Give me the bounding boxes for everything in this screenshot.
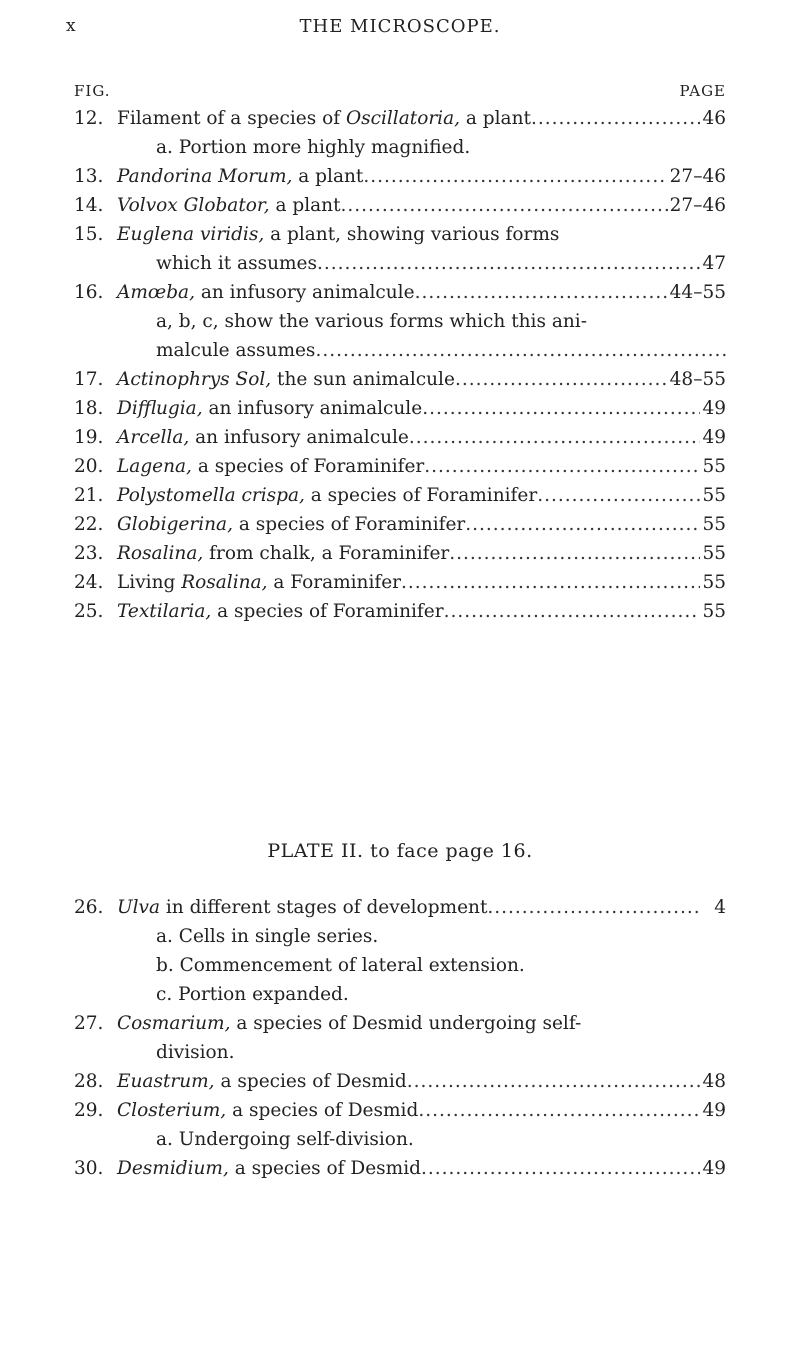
leader-dots [407, 1067, 701, 1096]
page-column-heading: PAGE [679, 82, 726, 100]
leader-dots [444, 597, 701, 626]
figure-entry [74, 394, 726, 423]
figure-caption [117, 568, 401, 597]
figure-caption [156, 336, 315, 365]
caption-text: Filament of a species of [117, 108, 346, 129]
figure-number: 28. [74, 1071, 104, 1092]
leader-dots [424, 452, 700, 481]
figure-entry [74, 1067, 726, 1096]
figure-number: 23. [74, 543, 104, 564]
caption-text: an infusory animalcule [189, 427, 409, 448]
caption-text: from chalk, a Foraminifer [203, 543, 450, 564]
figure-number: 21. [74, 485, 104, 506]
figure-number: 16. [74, 282, 104, 303]
leader-dots [415, 278, 668, 307]
figure-entry [74, 510, 726, 539]
figure-entry [74, 568, 726, 597]
figure-entry [74, 1038, 726, 1067]
species-name: Euglena viridis, [117, 224, 265, 245]
figure-caption [117, 1096, 418, 1125]
page-reference: 47 [702, 253, 726, 274]
figure-entry [74, 893, 726, 922]
figure-number: 27. [74, 1013, 104, 1034]
figure-entry [74, 1096, 726, 1125]
page-reference: 55 [702, 572, 726, 593]
caption-text: division. [156, 1042, 235, 1063]
figure-number: 15. [74, 224, 104, 245]
leader-dots [341, 191, 668, 220]
caption-text: a plant [292, 166, 364, 187]
figure-entry [74, 307, 726, 336]
caption-text: a. Undergoing self-division. [156, 1129, 414, 1150]
figure-entry [74, 191, 726, 220]
running-title: THE MICROSCOPE. [299, 16, 501, 37]
caption-text: a, b, c, show the various forms which this ani- [156, 311, 587, 332]
page-reference: 27–46 [669, 166, 726, 187]
species-name: Difflugia, [117, 398, 203, 419]
species-name: Arcella, [117, 427, 190, 448]
caption-text: a species of Foraminifer [211, 601, 444, 622]
figure-number: 19. [74, 427, 104, 448]
species-name: Cosmarium, [117, 1013, 231, 1034]
plate-heading: PLATE II. to face page 16. [267, 840, 533, 862]
figure-number: 30. [74, 1158, 104, 1179]
figure-caption [117, 191, 341, 220]
caption-text: a species of Foraminifer [191, 456, 425, 477]
figure-caption [117, 539, 449, 568]
caption-text: a. Cells in single series. [156, 926, 379, 947]
figure-entry [74, 249, 726, 278]
caption-text: an infusory animalcule [202, 398, 423, 419]
species-name: Actinophrys Sol, [117, 369, 272, 390]
figure-number: 29. [74, 1100, 104, 1121]
figure-number: 12. [74, 108, 104, 129]
figure-entry [74, 1125, 726, 1154]
leader-dots [455, 365, 668, 394]
caption-text: a species of Foraminifer [304, 485, 538, 506]
figure-caption [117, 365, 455, 394]
figure-caption [117, 394, 422, 423]
figure-caption [156, 133, 470, 162]
caption-text: b. Commencement of lateral extension. [156, 955, 525, 976]
figure-number: 22. [74, 514, 104, 535]
figure-number: 25. [74, 601, 104, 622]
caption-text: a species of Foraminifer [232, 514, 466, 535]
figure-entry [74, 597, 726, 626]
page-reference: 49 [702, 1158, 726, 1179]
caption-text: malcule assumes [156, 340, 316, 361]
figure-entry [74, 1009, 726, 1038]
figure-number: 26. [74, 897, 104, 918]
figure-caption [117, 1067, 407, 1096]
figure-number: 18. [74, 398, 104, 419]
leader-dots [422, 394, 700, 423]
caption-text: in different stages of development [160, 897, 488, 918]
page-reference: 27–46 [669, 195, 726, 216]
figure-caption [117, 510, 465, 539]
figure-entry [74, 336, 726, 365]
caption-text: a species of Desmid [214, 1071, 407, 1092]
page-reference: 44–55 [669, 282, 726, 303]
caption-text: a species of Desmid undergoing self- [230, 1013, 582, 1034]
caption-text: Living [117, 572, 182, 593]
figure-caption [156, 951, 525, 980]
species-name: Textilaria, [117, 601, 212, 622]
caption-text: c. Portion expanded. [156, 984, 349, 1005]
figure-entry [74, 423, 726, 452]
running-head [0, 16, 800, 46]
figure-number: 17. [74, 369, 104, 390]
figure-caption [117, 104, 531, 133]
page-reference: 49 [702, 398, 726, 419]
figure-entry [74, 452, 726, 481]
species-name: Pandorina Morum, [117, 166, 293, 187]
caption-text: an infusory animalcule [194, 282, 415, 303]
caption-text: a plant [269, 195, 341, 216]
figure-list-plate-2 [74, 893, 726, 1183]
leader-dots [363, 162, 667, 191]
leader-dots [409, 423, 701, 452]
figure-entry [74, 220, 726, 249]
figure-entry [74, 922, 726, 951]
figure-entry [74, 104, 726, 133]
species-name: Amœba, [117, 282, 195, 303]
leader-dots [449, 539, 700, 568]
figure-number: 24. [74, 572, 104, 593]
page-reference: 55 [702, 514, 726, 535]
figure-caption [117, 1154, 421, 1183]
page-reference: 55 [702, 543, 726, 564]
page-reference: 48 [702, 1071, 726, 1092]
leader-dots [465, 510, 700, 539]
species-name: Rosalina, [117, 543, 204, 564]
figure-caption [156, 922, 378, 951]
caption-text: a plant, showing various forms [264, 224, 560, 245]
species-name: Lagena, [117, 456, 192, 477]
figure-number: 13. [74, 166, 104, 187]
page-reference: 46 [702, 108, 726, 129]
figure-caption [117, 452, 424, 481]
species-name: Ulva [117, 897, 160, 918]
page-reference: 49 [702, 1100, 726, 1121]
figure-caption [117, 893, 487, 922]
leader-dots [317, 249, 700, 278]
figure-entry [74, 481, 726, 510]
figure-caption [117, 1009, 581, 1038]
species-name: Globigerina, [117, 514, 233, 535]
page-reference: 49 [702, 427, 726, 448]
figure-caption [117, 220, 559, 249]
fig-column-heading: FIG. [74, 82, 111, 100]
figure-entry [74, 1154, 726, 1183]
caption-text: the sun animalcule [271, 369, 455, 390]
page-folio: x [66, 16, 76, 36]
leader-dots [315, 336, 726, 365]
leader-dots [531, 104, 701, 133]
species-name: Volvox Globator, [117, 195, 270, 216]
figure-caption [156, 980, 349, 1009]
leader-dots [418, 1096, 700, 1125]
figure-entry [74, 278, 726, 307]
figure-number: 14. [74, 195, 104, 216]
figure-list-plate-1 [74, 104, 726, 626]
caption-text: a plant [460, 108, 531, 129]
figure-entry [74, 951, 726, 980]
figure-entry [74, 539, 726, 568]
caption-text: a species of Desmid [228, 1158, 421, 1179]
caption-text: a species of Desmid [226, 1100, 419, 1121]
species-name: Oscillatoria, [345, 108, 460, 129]
page-reference: 55 [702, 456, 726, 477]
figure-caption [117, 278, 415, 307]
page-reference: 55 [702, 601, 726, 622]
leader-dots [537, 481, 700, 510]
species-name: Closterium, [117, 1100, 227, 1121]
species-name: Rosalina, [181, 572, 268, 593]
figure-caption [117, 162, 363, 191]
figure-caption [156, 249, 317, 278]
leader-dots [401, 568, 700, 597]
leader-dots [421, 1154, 700, 1183]
figure-entry [74, 980, 726, 1009]
species-name: Desmidium, [117, 1158, 229, 1179]
figure-caption [156, 307, 587, 336]
figure-caption [117, 423, 409, 452]
figure-number: 20. [74, 456, 104, 477]
figure-caption [117, 481, 537, 510]
figure-entry [74, 162, 726, 191]
page-reference: 48–55 [669, 369, 726, 390]
figure-entry [74, 133, 726, 162]
page-reference: 55 [702, 485, 726, 506]
species-name: Polystomella crispa, [117, 485, 305, 506]
figure-caption [156, 1125, 414, 1154]
caption-text: a. Portion more highly magnified. [156, 137, 471, 158]
species-name: Euastrum, [117, 1071, 215, 1092]
figure-caption [156, 1038, 234, 1067]
caption-text: which it assumes [156, 253, 317, 274]
leader-dots [487, 893, 702, 922]
caption-text: a Foraminifer [267, 572, 402, 593]
page-reference: 4 [714, 897, 726, 918]
figure-caption [117, 597, 444, 626]
figure-entry [74, 365, 726, 394]
